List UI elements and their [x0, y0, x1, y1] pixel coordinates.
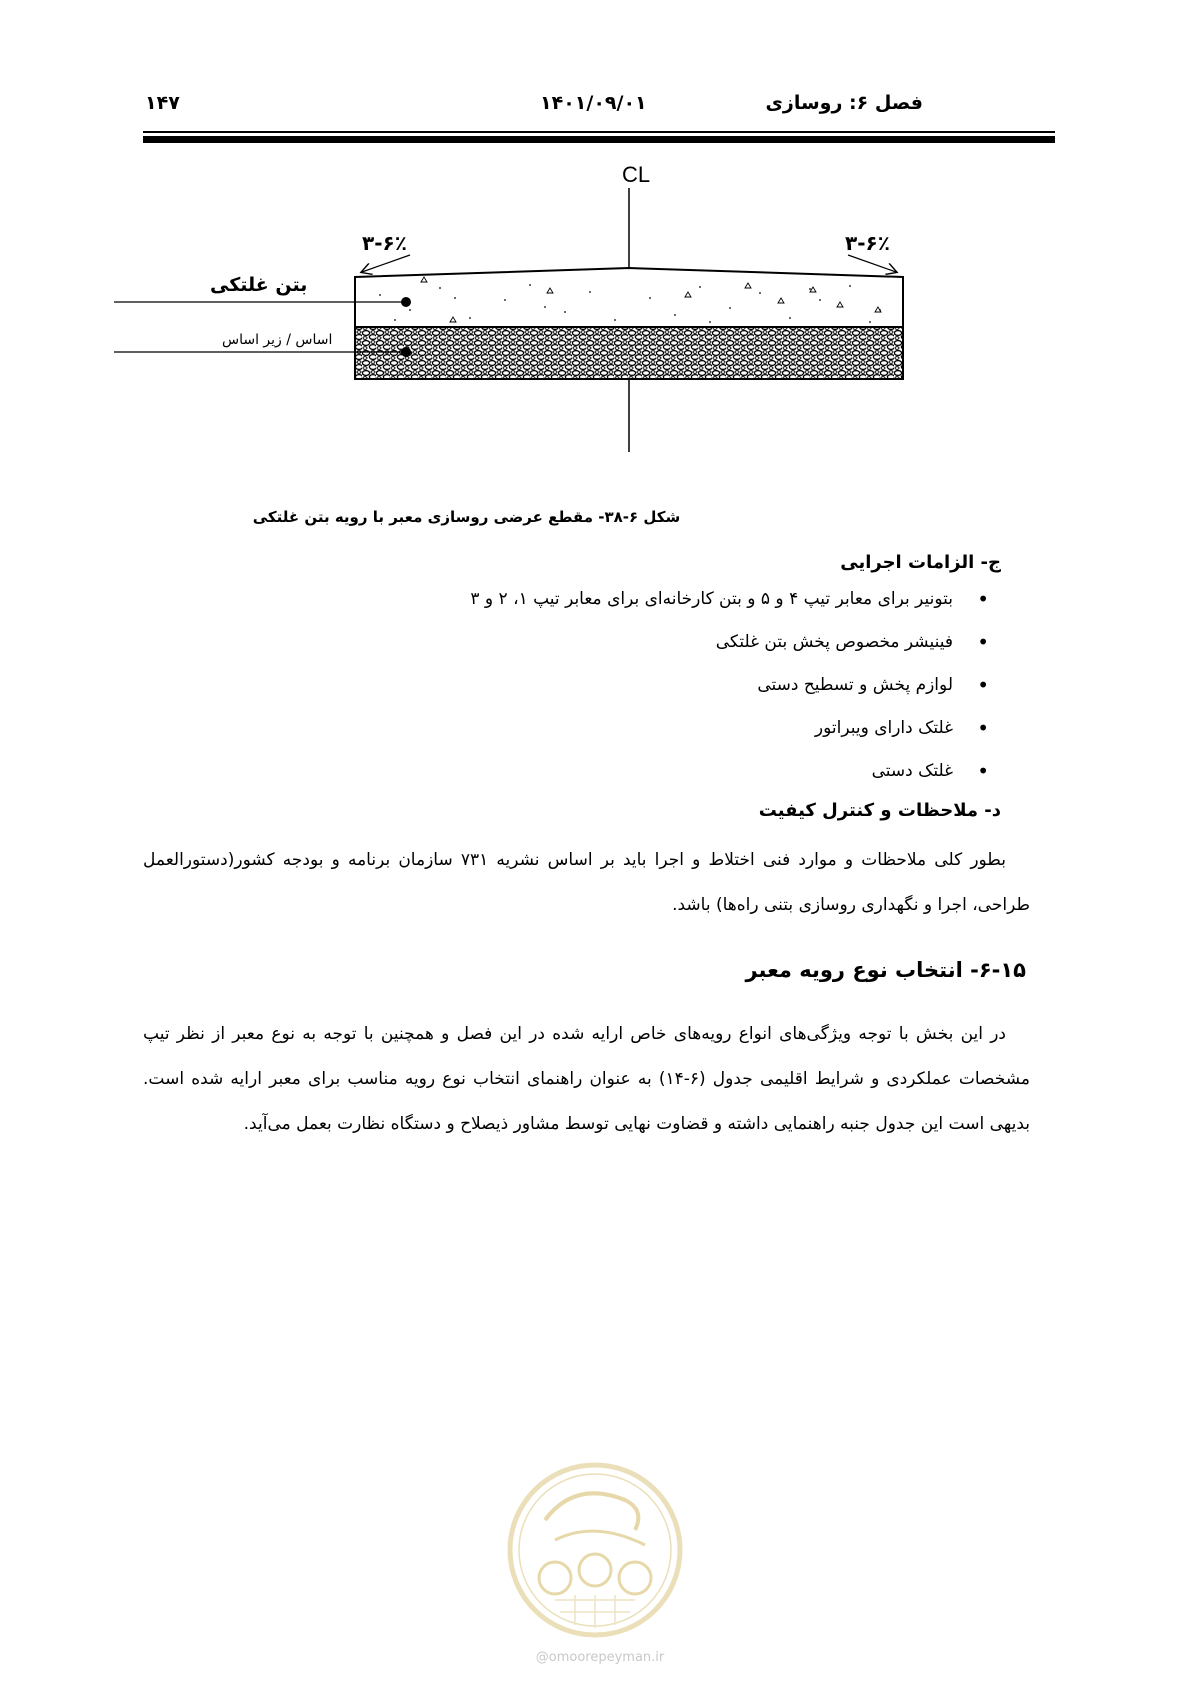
centerline-label: CL — [622, 162, 651, 187]
list-item: • بتونیر برای معابر تیپ ۴ و ۵ و بتن کارخانه‌ای برای معابر تیپ ۱، ۲ و ۳ — [291, 585, 991, 628]
section-15-paragraph: در این بخش با توجه ویژگی‌های انواع رویه‌های خاص ارایه شده در این فصل و همچنین با توجه به نوع معبر از نظر تیپ مشخصات عملکردی و شرایط اقلیمی جدول (۶-۱۴) به عنوان راهنمای انتخاب نوع رویه مناسب برای معبر ارایه شده است. بدیهی است این جدول جنبه راهنمایی داشته و قضاوت نهایی توسط مشاور ذیصلاح و دستگاه نظارت بعمل می‌آید. — [143, 1024, 1030, 1134]
layer-top-label: بتن غلتکی — [210, 274, 308, 296]
requirements-list — [291, 585, 991, 800]
figure-caption: شکل ۶-۳۸- مقطع عرضی روسازی معبر با رویه بتن غلتکی — [252, 508, 681, 526]
pavement-cross-section-figure — [110, 160, 1010, 460]
chapter-title: فصل ۶: روسازی — [765, 92, 923, 114]
base-layer — [355, 327, 903, 379]
slope-right-label: ۳-۶٪ — [845, 231, 890, 255]
watermark-url: @omoorepeyman.ir — [535, 1650, 665, 1665]
header-rule-thin — [143, 131, 1055, 133]
header-date: ۱۴۰۱/۰۹/۰۱ — [540, 92, 647, 114]
page-number: ۱۴۷ — [145, 92, 180, 114]
section-j-heading: ج- الزامات اجرایی — [840, 552, 1001, 573]
slope-left-label: ۳-۶٪ — [362, 231, 407, 255]
layer-bottom-label: اساس / زیر اساس — [222, 332, 333, 348]
quality-control-paragraph: بطور کلی ملاحظات و موارد فنی اختلاط و اجرا باید بر اساس نشریه ۷۳۱ سازمان برنامه و بودجه کشور(دستورالعمل طراحی، اجرا و نگهداری روسازی بتنی راه‌ها) باشد. — [143, 850, 1030, 915]
watermark-seal-logo — [505, 1460, 685, 1640]
section-d-heading: د- ملاحظات و کنترل کیفیت — [758, 800, 1001, 821]
list-item: • غلتک دستی — [291, 757, 991, 800]
list-item: • لوازم پخش و تسطیح دستی — [291, 671, 991, 714]
header-rule-thick — [143, 136, 1055, 143]
section-15-heading: ۶-۱۵- انتخاب نوع رویه معبر — [745, 958, 1026, 982]
list-item: • غلتک دارای ویبراتور — [291, 714, 991, 757]
list-item: • فینیشر مخصوص پخش بتن غلتکی — [291, 628, 991, 671]
concrete-layer — [355, 268, 903, 327]
